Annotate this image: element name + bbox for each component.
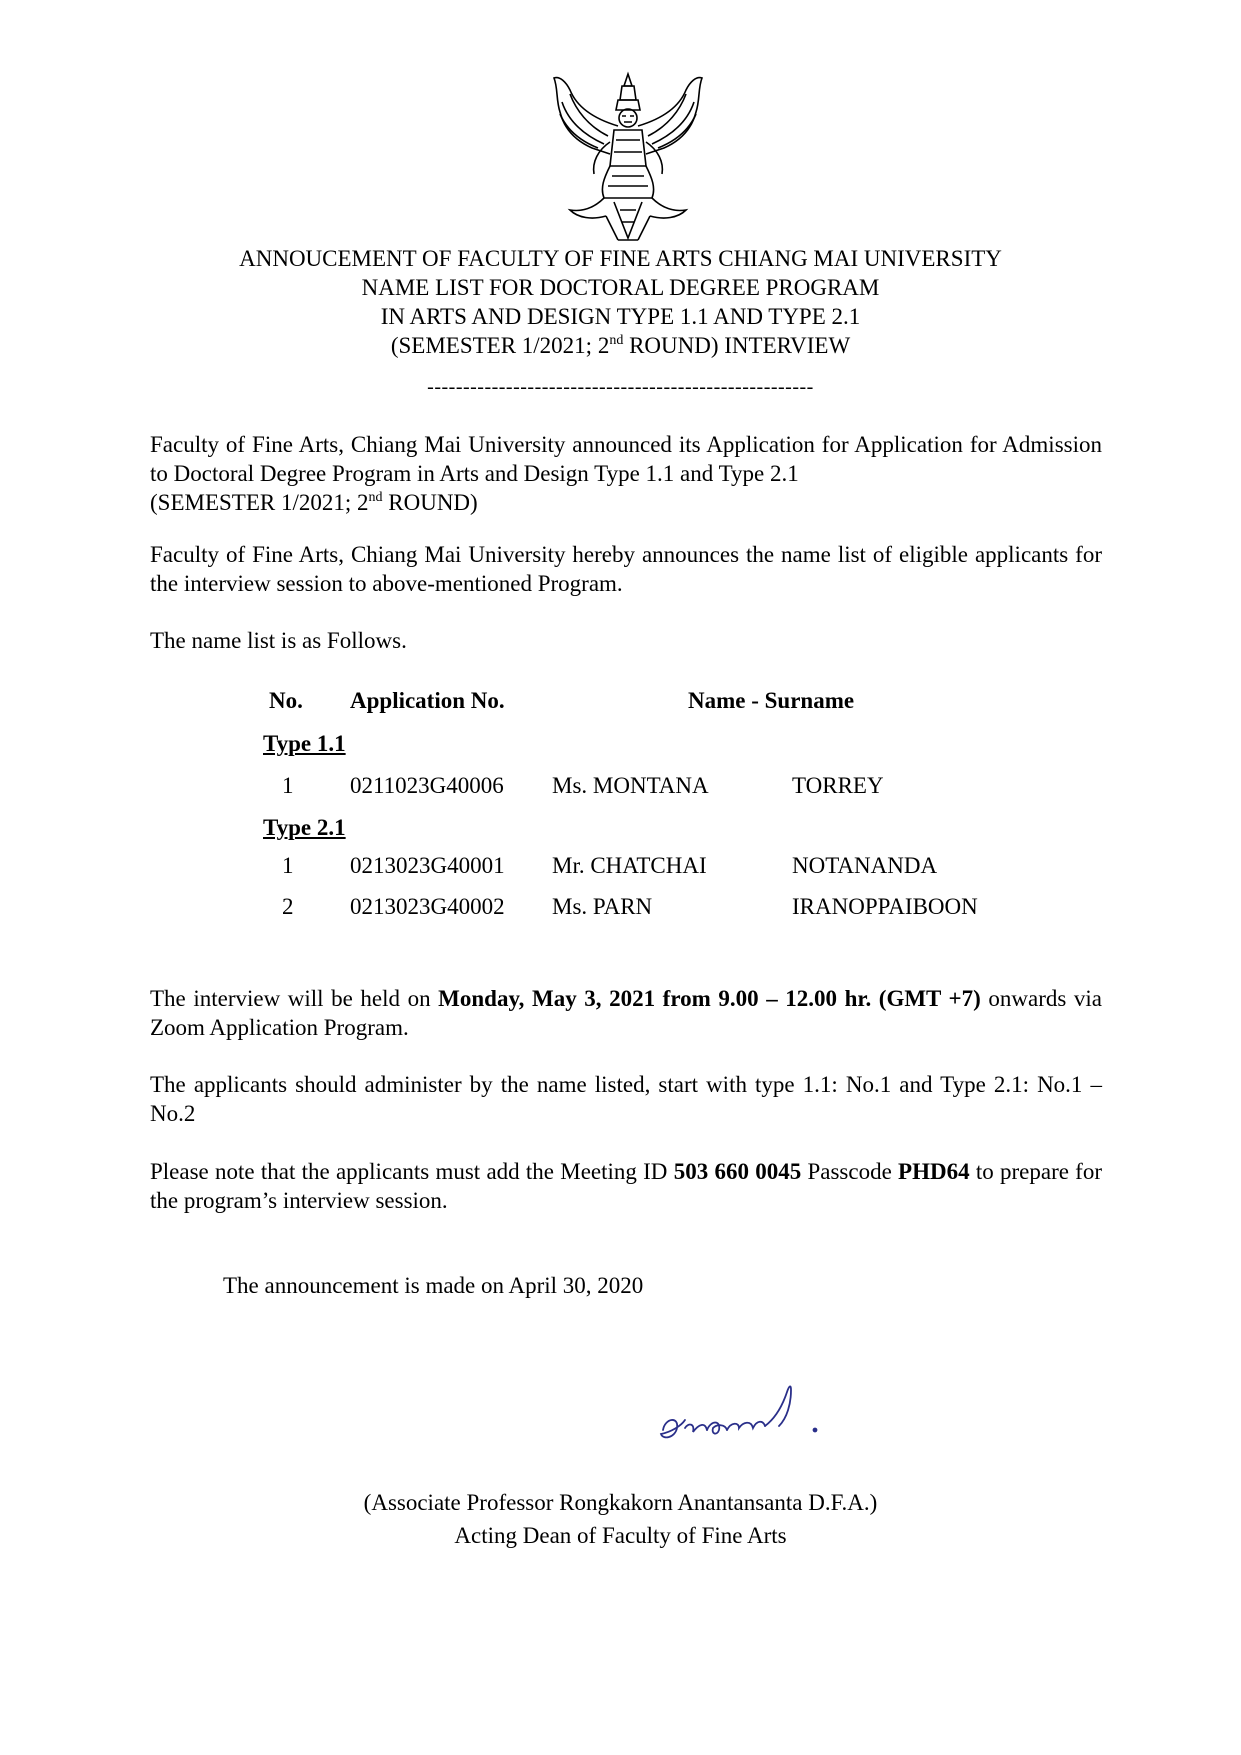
order-paragraph: The applicants should administer by the name listed, start with type 1.1: No.1 and Type 2.1: No.1 – No.2 (150, 1072, 1102, 1126)
interview-datetime: Monday, May 3, 2021 from 9.00 – 12.00 hr. (GMT +7) (438, 986, 981, 1011)
title-separator: ------------------------------------------------------ (427, 376, 814, 398)
interview-suffix: onwards via Zoom Application Program. (150, 986, 1103, 1040)
row-application-no: 0211023G40006 (350, 773, 504, 798)
meeting-prefix: Please note that the applicants must add the Meeting ID (150, 1159, 674, 1184)
meeting-paragraph (150, 1157, 1102, 1215)
intro-line3-prefix: (SEMESTER 1/2021; 2 (150, 490, 369, 515)
row-application-no: 0213023G40001 (350, 853, 505, 878)
intro-line3-sup: nd (368, 490, 383, 505)
title-line-4-suffix: ROUND) INTERVIEW (623, 333, 851, 358)
row-application-no: 0213023G40002 (350, 894, 505, 919)
passcode: PHD64 (898, 1159, 970, 1184)
intro-paragraph-2: Faculty of Fine Arts, Chiang Mai University hereby announces the name list of eligible applicants for the interview session to above-mentioned Program. (150, 542, 1102, 596)
row-name: Ms. PARN (552, 894, 653, 919)
header-name-surname: Name - Surname (688, 688, 855, 713)
row-name: Ms. MONTANA (552, 773, 709, 798)
header-application-no: Application No. (350, 688, 505, 713)
row-no: 2 (282, 894, 294, 919)
title-line-3: IN ARTS AND DESIGN TYPE 1.1 AND TYPE 2.1 (380, 304, 861, 329)
row-no: 1 (282, 853, 294, 878)
title-line-4 (0, 331, 1241, 360)
meeting-suffix: to prepare for the program’s interview session. (150, 1159, 1103, 1213)
announcement-date: The announcement is made on April 30, 2020 (223, 1273, 644, 1298)
announcement-title (0, 244, 1241, 360)
title-line-4-sup: nd (609, 333, 624, 348)
interview-prefix: The interview will be held on (150, 986, 439, 1011)
title-line-1: ANNOUCEMENT OF FACULTY OF FINE ARTS CHIANG MAI UNIVERSITY (239, 246, 1002, 271)
header-no: No. (269, 688, 303, 713)
signer-name: (Associate Professor Rongkakorn Anantansanta D.F.A.) (363, 1490, 878, 1515)
row-surname: IRANOPPAIBOON (792, 894, 978, 919)
title-line-4-prefix: (SEMESTER 1/2021; 2 (390, 333, 610, 358)
row-surname: NOTANANDA (792, 853, 938, 878)
signature-image (655, 1380, 830, 1455)
title-line-2: NAME LIST FOR DOCTORAL DEGREE PROGRAM (361, 275, 880, 300)
row-no: 1 (282, 773, 294, 798)
intro-line3-suffix: ROUND) (382, 490, 478, 515)
interview-paragraph (150, 984, 1102, 1042)
row-surname: TORREY (792, 773, 884, 798)
group-label-type-1-1: Type 1.1 (263, 731, 346, 756)
garuda-emblem (548, 70, 708, 242)
intro-paragraph-3: The name list is as Follows. (150, 628, 407, 653)
intro-paragraph-1 (150, 430, 1102, 517)
group-label-type-2-1: Type 2.1 (263, 815, 346, 840)
intro-paragraph-1-line3 (150, 490, 478, 515)
intro-paragraph-1-text: Faculty of Fine Arts, Chiang Mai University announced its Application for Application for Admission to Doctoral Degree Program in Arts and Design Type 1.1 and Type 2.1 (150, 432, 1102, 486)
passcode-label: Passcode (801, 1159, 899, 1184)
signer-position: Acting Dean of Faculty of Fine Arts (454, 1523, 787, 1548)
meeting-id: 503 660 0045 (673, 1159, 802, 1184)
row-name: Mr. CHATCHAI (552, 853, 707, 878)
